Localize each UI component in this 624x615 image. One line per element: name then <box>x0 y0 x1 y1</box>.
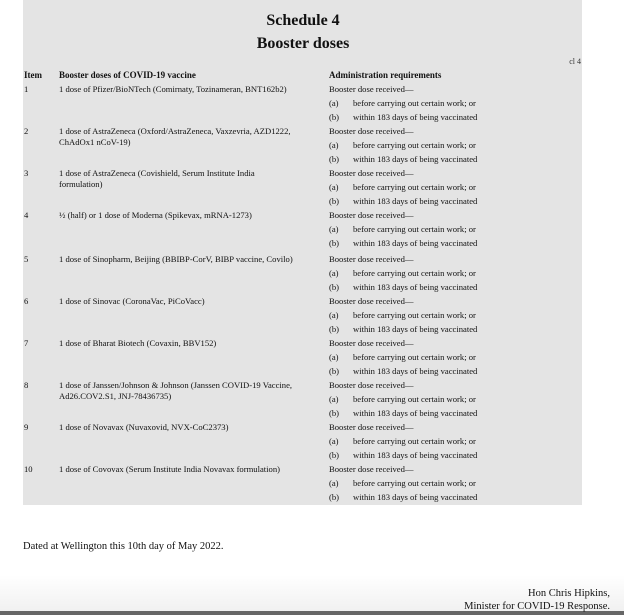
row-requirement-a-text: before carrying out certain work; or <box>353 268 476 278</box>
row-requirement-a-letter: (a) <box>329 394 339 404</box>
row-item-number: 9 <box>24 422 29 432</box>
row-requirement-b-text: within 183 days of being vaccinated <box>353 196 478 206</box>
row-item-number: 4 <box>24 210 29 220</box>
clause-reference: cl 4 <box>569 57 581 66</box>
schedule-subtitle: Booster doses <box>256 35 350 52</box>
row-requirement-a-letter: (a) <box>329 478 339 488</box>
row-requirement-intro: Booster dose received— <box>329 168 414 178</box>
row-requirement-intro: Booster dose received— <box>329 254 414 264</box>
row-vaccine-line-2: ChAdOx1 nCoV-19) <box>59 137 131 147</box>
row-item-number: 5 <box>24 254 29 264</box>
header-requirements: Administration requirements <box>329 70 442 80</box>
row-requirement-intro: Booster dose received— <box>329 210 414 220</box>
row-requirement-b-letter: (b) <box>329 238 340 248</box>
row-item-number: 10 <box>24 464 33 474</box>
row-item-number: 8 <box>24 380 29 390</box>
row-vaccine-line-1: 1 dose of Pfizer/BioNTech (Comirnaty, Tozinameran, BNT162b2) <box>59 84 287 94</box>
row-requirement-b-letter: (b) <box>329 408 340 418</box>
row-item-number: 1 <box>24 84 29 94</box>
row-requirement-a-text: before carrying out certain work; or <box>353 98 476 108</box>
row-requirement-b-text: within 183 days of being vaccinated <box>353 408 478 418</box>
row-requirement-a-letter: (a) <box>329 140 339 150</box>
row-vaccine-line-1: 1 dose of Janssen/Johnson & Johnson (Janssen COVID-19 Vaccine, <box>59 380 293 390</box>
row-requirement-a-text: before carrying out certain work; or <box>353 436 476 446</box>
row-vaccine-line-1: 1 dose of Bharat Biotech (Covaxin, BBV152) <box>59 338 217 348</box>
row-requirement-b-text: within 183 days of being vaccinated <box>353 366 478 376</box>
row-requirement-a-letter: (a) <box>329 182 339 192</box>
row-requirement-a-letter: (a) <box>329 352 339 362</box>
row-vaccine-line-1: 1 dose of AstraZeneca (Oxford/AstraZeneca, Vaxzevria, AZD1222, <box>59 126 291 136</box>
row-vaccine-line-2: formulation) <box>59 179 103 189</box>
row-vaccine-line-2: Ad26.COV2.S1, JNJ-78436735) <box>59 391 172 401</box>
row-item-number: 6 <box>24 296 29 306</box>
row-vaccine-line-1: 1 dose of Sinopharm, Beijing (BBIBP-CorV, BIBP vaccine, Covilo) <box>59 254 293 264</box>
row-requirement-b-text: within 183 days of being vaccinated <box>353 492 478 502</box>
row-requirement-a-text: before carrying out certain work; or <box>353 140 476 150</box>
signatory-title: Minister for COVID-19 Response. <box>464 601 610 612</box>
row-requirement-b-letter: (b) <box>329 196 340 206</box>
row-requirement-b-text: within 183 days of being vaccinated <box>353 282 478 292</box>
row-item-number: 2 <box>24 126 29 136</box>
row-requirement-a-text: before carrying out certain work; or <box>353 352 476 362</box>
row-requirement-b-text: within 183 days of being vaccinated <box>353 112 478 122</box>
row-requirement-a-text: before carrying out certain work; or <box>353 224 476 234</box>
row-requirement-b-letter: (b) <box>329 492 340 502</box>
row-requirement-intro: Booster dose received— <box>329 422 414 432</box>
row-vaccine-line-1: 1 dose of Sinovac (CoronaVac, PiCoVacc) <box>59 296 205 306</box>
row-requirement-intro: Booster dose received— <box>329 464 414 474</box>
row-requirement-a-letter: (a) <box>329 224 339 234</box>
row-vaccine-line-1: 1 dose of Novavax (Nuvaxovid, NVX-CoC2373) <box>59 422 229 432</box>
row-requirement-b-letter: (b) <box>329 112 340 122</box>
row-requirement-intro: Booster dose received— <box>329 380 414 390</box>
row-item-number: 7 <box>24 338 29 348</box>
row-requirement-intro: Booster dose received— <box>329 296 414 306</box>
row-vaccine-line-1: ½ (half) or 1 dose of Moderna (Spikevax, mRNA-1273) <box>59 210 252 220</box>
row-requirement-b-letter: (b) <box>329 282 340 292</box>
row-requirement-intro: Booster dose received— <box>329 126 414 136</box>
schedule-title: Schedule 4 <box>266 12 340 29</box>
row-requirement-b-letter: (b) <box>329 154 340 164</box>
row-requirement-intro: Booster dose received— <box>329 338 414 348</box>
row-requirement-a-text: before carrying out certain work; or <box>353 478 476 488</box>
header-item: Item <box>24 70 42 80</box>
row-requirement-b-text: within 183 days of being vaccinated <box>353 238 478 248</box>
signatory-name: Hon Chris Hipkins, <box>528 588 610 599</box>
row-requirement-b-text: within 183 days of being vaccinated <box>353 450 478 460</box>
row-requirement-a-letter: (a) <box>329 436 339 446</box>
row-requirement-b-letter: (b) <box>329 324 340 334</box>
header-vaccine: Booster doses of COVID-19 vaccine <box>59 70 196 80</box>
row-requirement-b-text: within 183 days of being vaccinated <box>353 324 478 334</box>
row-requirement-b-letter: (b) <box>329 366 340 376</box>
row-vaccine-line-1: 1 dose of Covovax (Serum Institute India Novavax formulation) <box>59 464 281 474</box>
row-requirement-intro: Booster dose received— <box>329 84 414 94</box>
dated-line: Dated at Wellington this 10th day of May 2022. <box>23 541 224 552</box>
row-item-number: 3 <box>24 168 29 178</box>
row-requirement-a-text: before carrying out certain work; or <box>353 394 476 404</box>
row-requirement-a-text: before carrying out certain work; or <box>353 182 476 192</box>
row-requirement-a-letter: (a) <box>329 310 339 320</box>
row-requirement-b-text: within 183 days of being vaccinated <box>353 154 478 164</box>
row-requirement-a-text: before carrying out certain work; or <box>353 310 476 320</box>
row-vaccine-line-1: 1 dose of AstraZeneca (Covishield, Serum Institute India <box>59 168 255 178</box>
row-requirement-b-letter: (b) <box>329 450 340 460</box>
row-requirement-a-letter: (a) <box>329 98 339 108</box>
row-requirement-a-letter: (a) <box>329 268 339 278</box>
